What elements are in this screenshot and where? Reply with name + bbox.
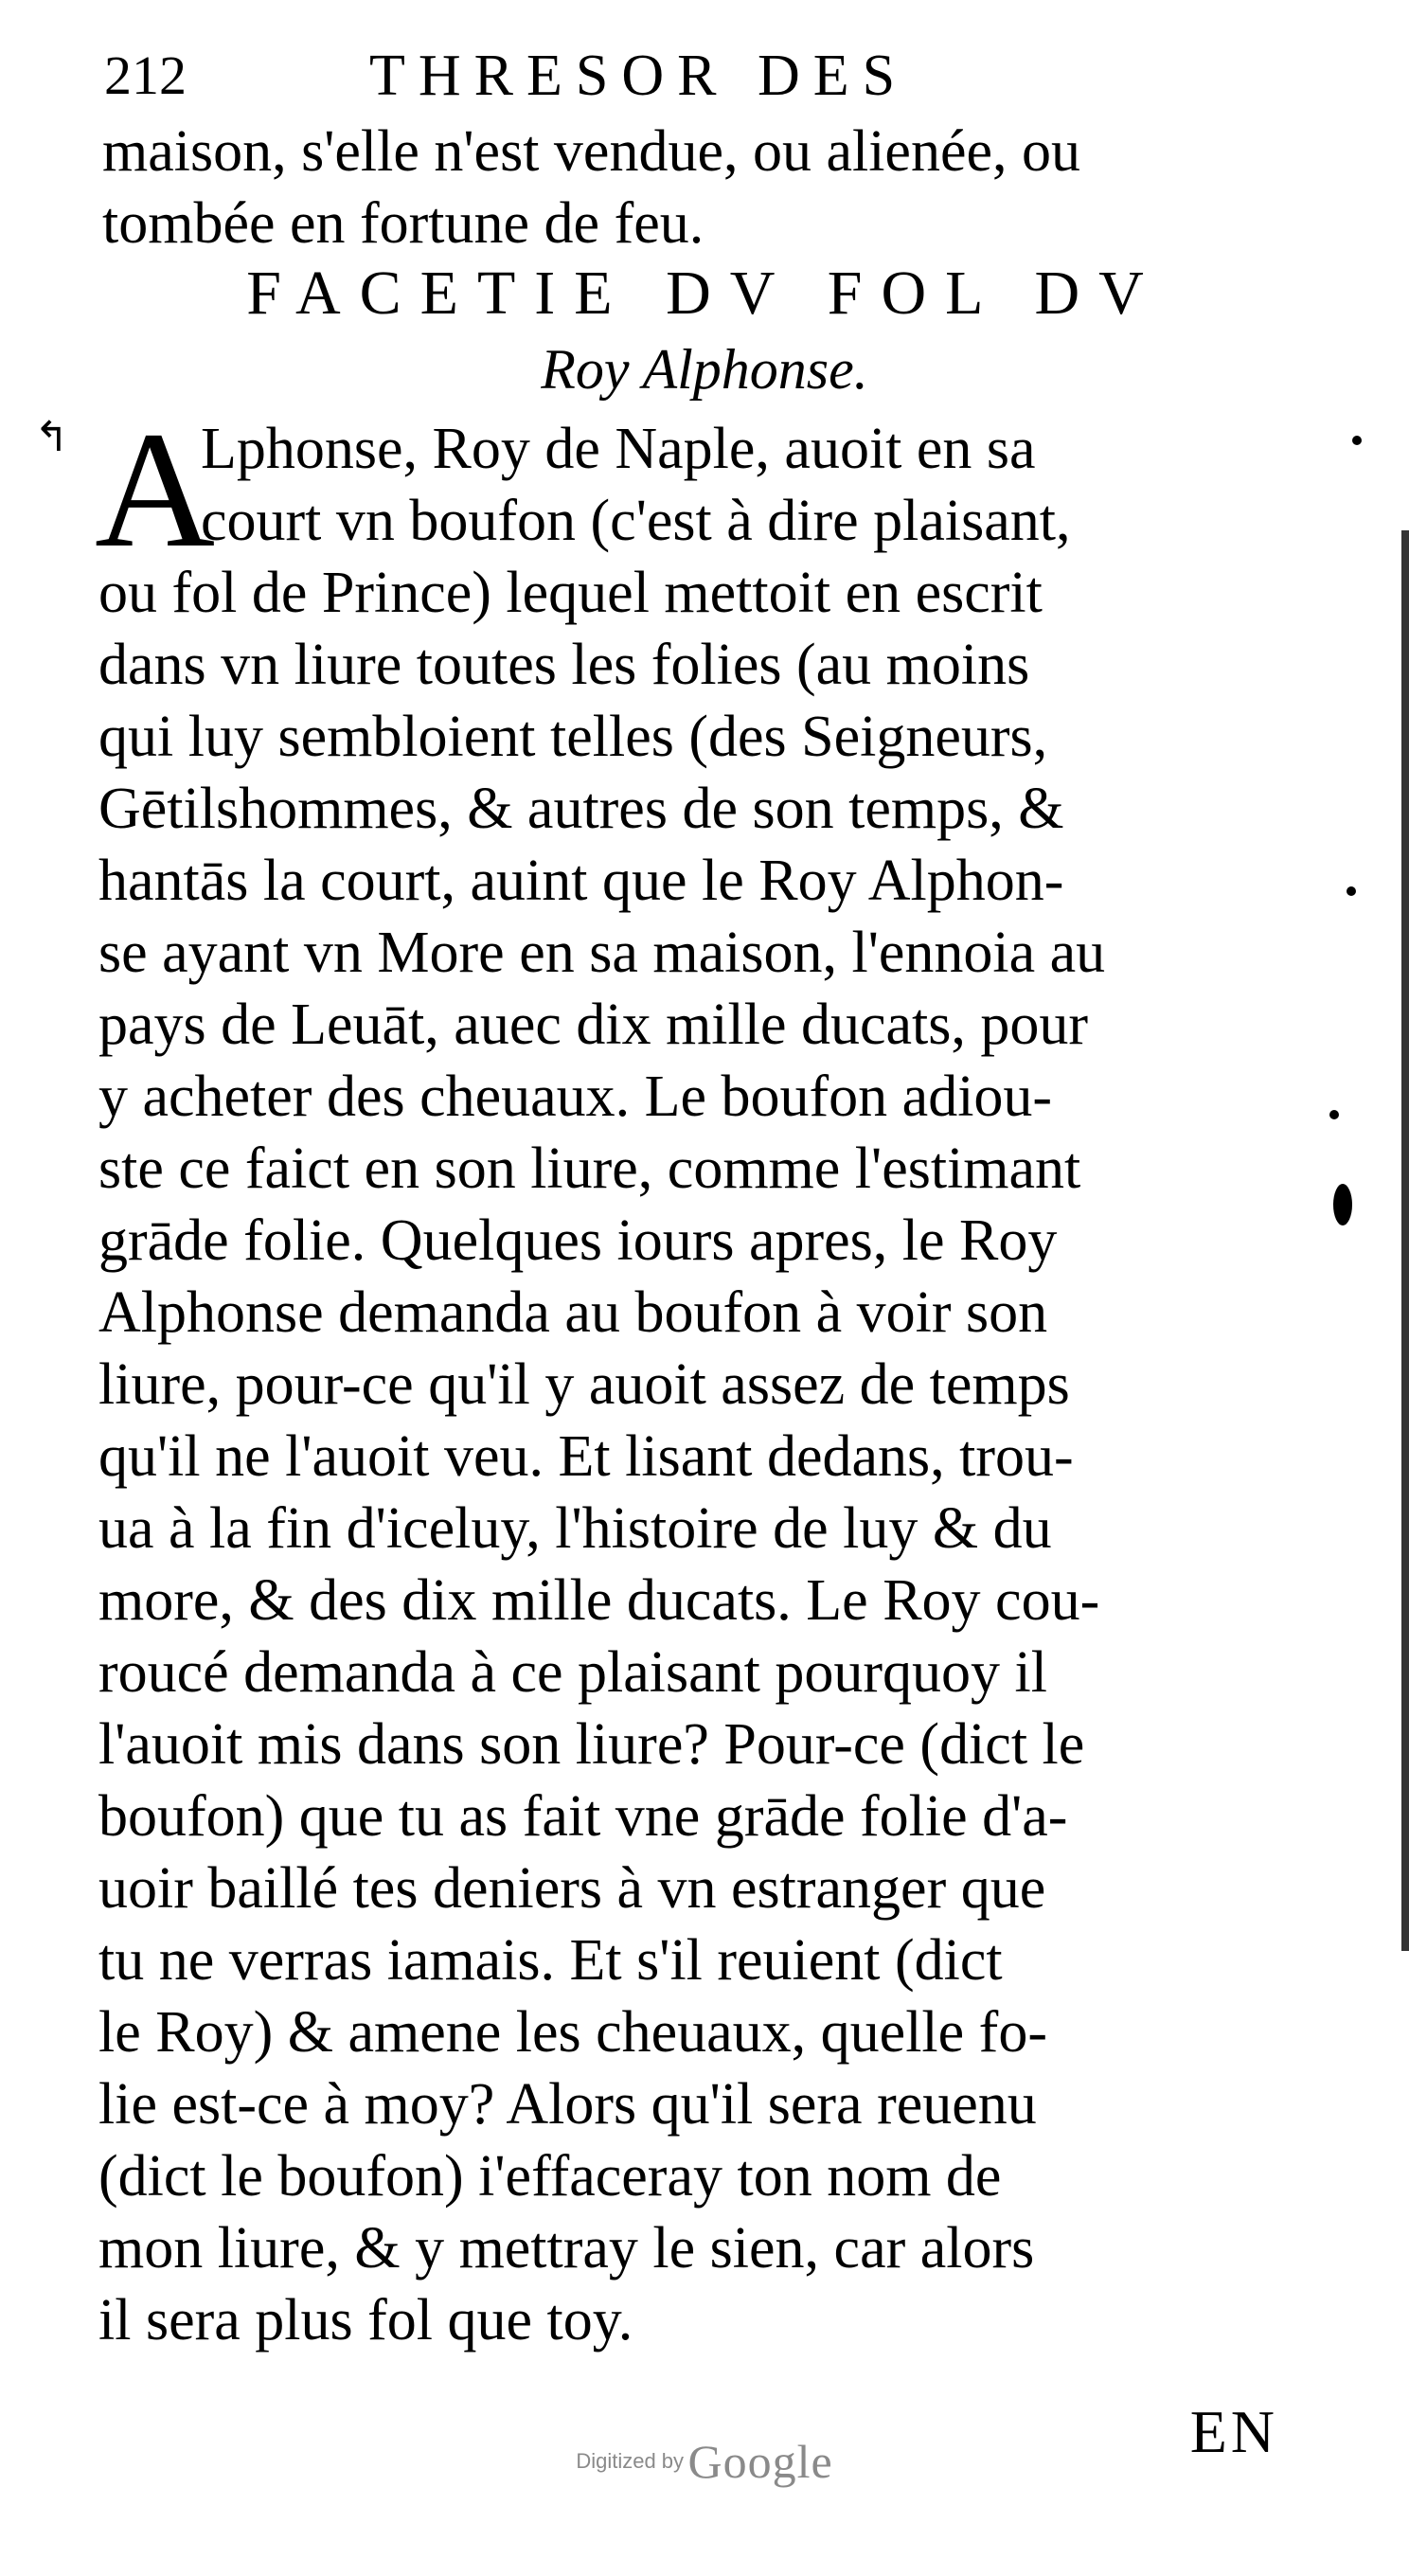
ink-dot [1347,886,1356,896]
page-number: 212 [104,45,187,106]
text-line: Alphonse demanda au boufon à voir son [98,1280,1048,1345]
drop-cap: A [95,398,216,582]
text-line: le Roy) & amene les cheuaux, quelle fo- [98,2000,1047,2065]
text-line: roucé demanda à ce plaisant pourquoy il [98,1640,1047,1705]
text-line: y acheter des cheuaux. Le boufon adiou- [98,1064,1053,1129]
catchword: EN [1189,2398,1278,2465]
ink-dot [1352,436,1362,445]
running-header [104,38,1297,114]
text-line: pays de Leuāt, auec dix mille ducats, pour [98,993,1089,1057]
ink-blot [1333,1184,1352,1225]
text-line: il sera plus fol que toy. [98,2288,633,2352]
text-line: more, & des dix mille ducats. Le Roy cou- [98,1568,1100,1633]
text-line: (dict le boufon) i'effaceray ton nom de [98,2144,1002,2209]
text-line: ou fol de Prince) lequel mettoit en escrit [98,561,1043,625]
ink-dot [1329,1110,1339,1119]
text-line: grāde folie. Quelques iours apres, le Roy [98,1208,1058,1273]
text-line: qu'il ne l'auoit veu. Et lisant dedans, trou- [98,1424,1074,1489]
margin-rule [1401,530,1409,1951]
digitization-watermark [0,2434,1409,2489]
text-line: boufon) que tu as fait vne grāde folie d'a- [98,1784,1068,1849]
watermark-prefix: Digitized by [576,2449,685,2473]
text-line: Gētilshommes, & autres de son temps, & [98,777,1064,841]
text-line: lie est-ce à moy? Alors qu'il sera reuenu [98,2072,1037,2137]
text-line: Lphonse, Roy de Naple, auoit en sa [201,417,1036,481]
text-line: dans vn liure toutes les folies (au moins [98,633,1030,697]
section-subtitle: Roy Alphonse. [541,338,868,401]
text-line: hantās la court, auint que le Roy Alphon- [98,849,1064,913]
text-line: uoir baillé tes deniers à vn estranger que [98,1856,1046,1921]
text-line: ua à la fin d'iceluy, l'histoire de luy & du [98,1496,1052,1561]
text-line: maison, s'elle n'est vendue, ou alienée, ou [102,119,1080,184]
running-title: THRESOR DES [369,44,909,108]
text-line: tu ne verras iamais. Et s'il reuient (dict [98,1928,1003,1993]
section-title: FACETIE DV FOL DV [246,259,1163,328]
text-line: liure, pour-ce qu'il y auoit assez de temps [98,1352,1070,1417]
text-line: mon liure, & y mettray le sien, car alors [98,2216,1035,2281]
text-line: court vn boufon (c'est à dire plaisant, [201,489,1071,553]
text-line: se ayant vn More en sa maison, l'ennoia au [98,921,1106,985]
text-line: l'auoit mis dans son liure? Pour-ce (dict le [98,1712,1085,1777]
text-line: qui luy sembloient telles (des Seigneurs, [98,705,1048,769]
google-logo: Google [687,2435,833,2488]
text-line: tombée en fortune de feu. [102,191,704,256]
text-line: ste ce faict en son liure, comme l'estimant [98,1136,1081,1201]
margin-arrow-icon: ↰ [34,413,69,461]
